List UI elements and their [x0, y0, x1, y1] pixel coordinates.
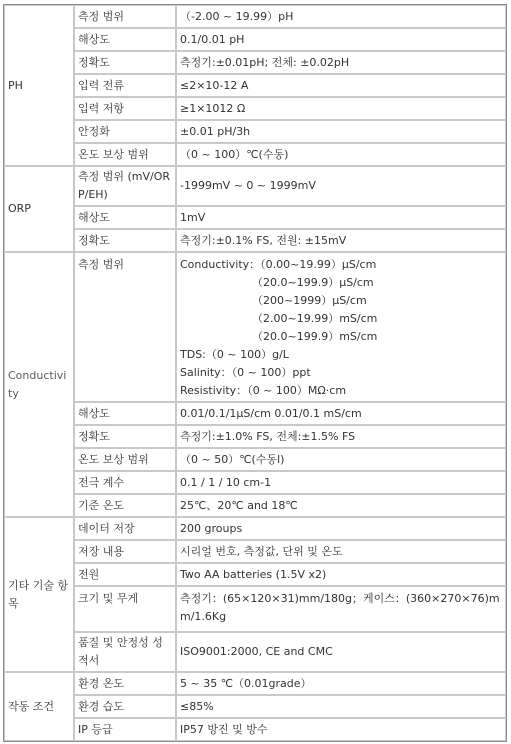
table-row	[4, 540, 506, 563]
table-row	[4, 672, 506, 695]
table-row	[4, 563, 506, 586]
row-label: 입력 전류	[74, 74, 176, 97]
row-label: 측정 범위	[74, 252, 176, 402]
row-label: 정확도	[74, 425, 176, 448]
table-row	[4, 252, 506, 402]
row-value: 0.1 / 1 / 10 cm-1	[176, 471, 506, 494]
row-label: 전극 계수	[74, 471, 176, 494]
row-label: 정확도	[74, 51, 176, 74]
row-label: 해상도	[74, 206, 176, 229]
row-value: 25℃、20℃ and 18℃	[176, 494, 506, 517]
row-label: 해상도	[74, 28, 176, 51]
table-row	[4, 5, 506, 28]
row-value: 200 groups	[176, 517, 506, 540]
range-line: （20.0~199.9）mS/cm	[252, 330, 378, 343]
table-row	[4, 718, 506, 741]
table-row	[4, 28, 506, 51]
table-row	[4, 586, 506, 632]
row-label: 품질 및 안정성 성적서	[74, 632, 176, 672]
table-row	[4, 120, 506, 143]
row-label: 정확도	[74, 229, 176, 252]
range-line: Salinity：（0 ~ 100）ppt	[180, 366, 311, 379]
range-line: Conductivity：（0.00~19.99）μS/cm	[180, 258, 377, 271]
row-value: 측정기:±0.01pH; 전체: ±0.02pH	[176, 51, 506, 74]
row-label: 기준 온도	[74, 494, 176, 517]
row-label: 온도 보상 범위	[74, 448, 176, 471]
row-label: 크기 및 무게	[74, 586, 176, 632]
table-row	[4, 143, 506, 166]
spec-table	[3, 4, 507, 742]
row-label: 전원	[74, 563, 176, 586]
table-row	[4, 695, 506, 718]
row-value: 0.1/0.01 pH	[176, 28, 506, 51]
row-value: 시리얼 번호, 측정값, 단위 및 온도	[176, 540, 506, 563]
row-value: IP57 방진 및 방수	[176, 718, 506, 741]
row-value: -1999mV ~ 0 ~ 1999mV	[176, 166, 506, 206]
row-value: 측정기:±1.0% FS, 전체:±1.5% FS	[176, 425, 506, 448]
range-line: （20.0~199.9）μS/cm	[252, 276, 374, 289]
group-other: 기타 기술 항목	[4, 517, 74, 672]
group-operating: 작동 조건	[4, 672, 74, 741]
table-row	[4, 471, 506, 494]
row-value: ≤2×10-12 A	[176, 74, 506, 97]
range-line: （2.00~19.99）mS/cm	[252, 312, 378, 325]
row-label: 환경 습도	[74, 695, 176, 718]
table-row	[4, 632, 506, 672]
row-value: 5 ~ 35 ℃（0.01grade）	[176, 672, 506, 695]
table-row	[4, 51, 506, 74]
row-label: 해상도	[74, 402, 176, 425]
row-value: ≤85%	[176, 695, 506, 718]
row-value: 1mV	[176, 206, 506, 229]
row-label: 측정 범위	[74, 5, 176, 28]
table-row	[4, 97, 506, 120]
row-label: 환경 온도	[74, 672, 176, 695]
range-line: Resistivity：（0 ~ 100）MΩ·cm	[180, 384, 347, 397]
row-value: ≥1×1012 Ω	[176, 97, 506, 120]
table-row	[4, 74, 506, 97]
row-label: 안정화	[74, 120, 176, 143]
row-label: 측정 범위 (mV/ORP/EH)	[74, 166, 176, 206]
row-value: （0 ~ 100）℃(수동)	[176, 143, 506, 166]
table-row	[4, 425, 506, 448]
table-row	[4, 448, 506, 471]
group-ph: PH	[4, 5, 74, 166]
table-row	[4, 206, 506, 229]
row-label: 데이터 저장	[74, 517, 176, 540]
table-row	[4, 494, 506, 517]
table-row	[4, 517, 506, 540]
row-value: Two AA batteries (1.5V x2)	[176, 563, 506, 586]
row-label: 저장 내용	[74, 540, 176, 563]
row-label: 온도 보상 범위	[74, 143, 176, 166]
row-value: 측정기:±0.1% FS, 전원: ±15mV	[176, 229, 506, 252]
conductivity-measure-range	[176, 252, 506, 402]
table-row	[4, 402, 506, 425]
group-orp: ORP	[4, 166, 74, 252]
table-row	[4, 229, 506, 252]
row-value: （0 ~ 50）℃(수동l)	[176, 448, 506, 471]
range-line: TDS:（0 ~ 100）g/L	[180, 348, 289, 361]
row-value: ±0.01 pH/3h	[176, 120, 506, 143]
row-value: 0.01/0.1/1μS/cm 0.01/0.1 mS/cm	[176, 402, 506, 425]
row-label: IP 등급	[74, 718, 176, 741]
row-label: 입력 저항	[74, 97, 176, 120]
range-line: （200~1999）μS/cm	[252, 294, 367, 307]
row-value: （-2.00 ~ 19.99）pH	[176, 5, 506, 28]
group-conductivity: Conductivity	[4, 252, 74, 517]
row-value: 측정기：(65×120×31)mm/180g；케이스：(360×270×76)mm/1.6Kg	[176, 586, 506, 632]
table-row	[4, 166, 506, 206]
row-value: ISO9001:2000, CE and CMC	[176, 632, 506, 672]
